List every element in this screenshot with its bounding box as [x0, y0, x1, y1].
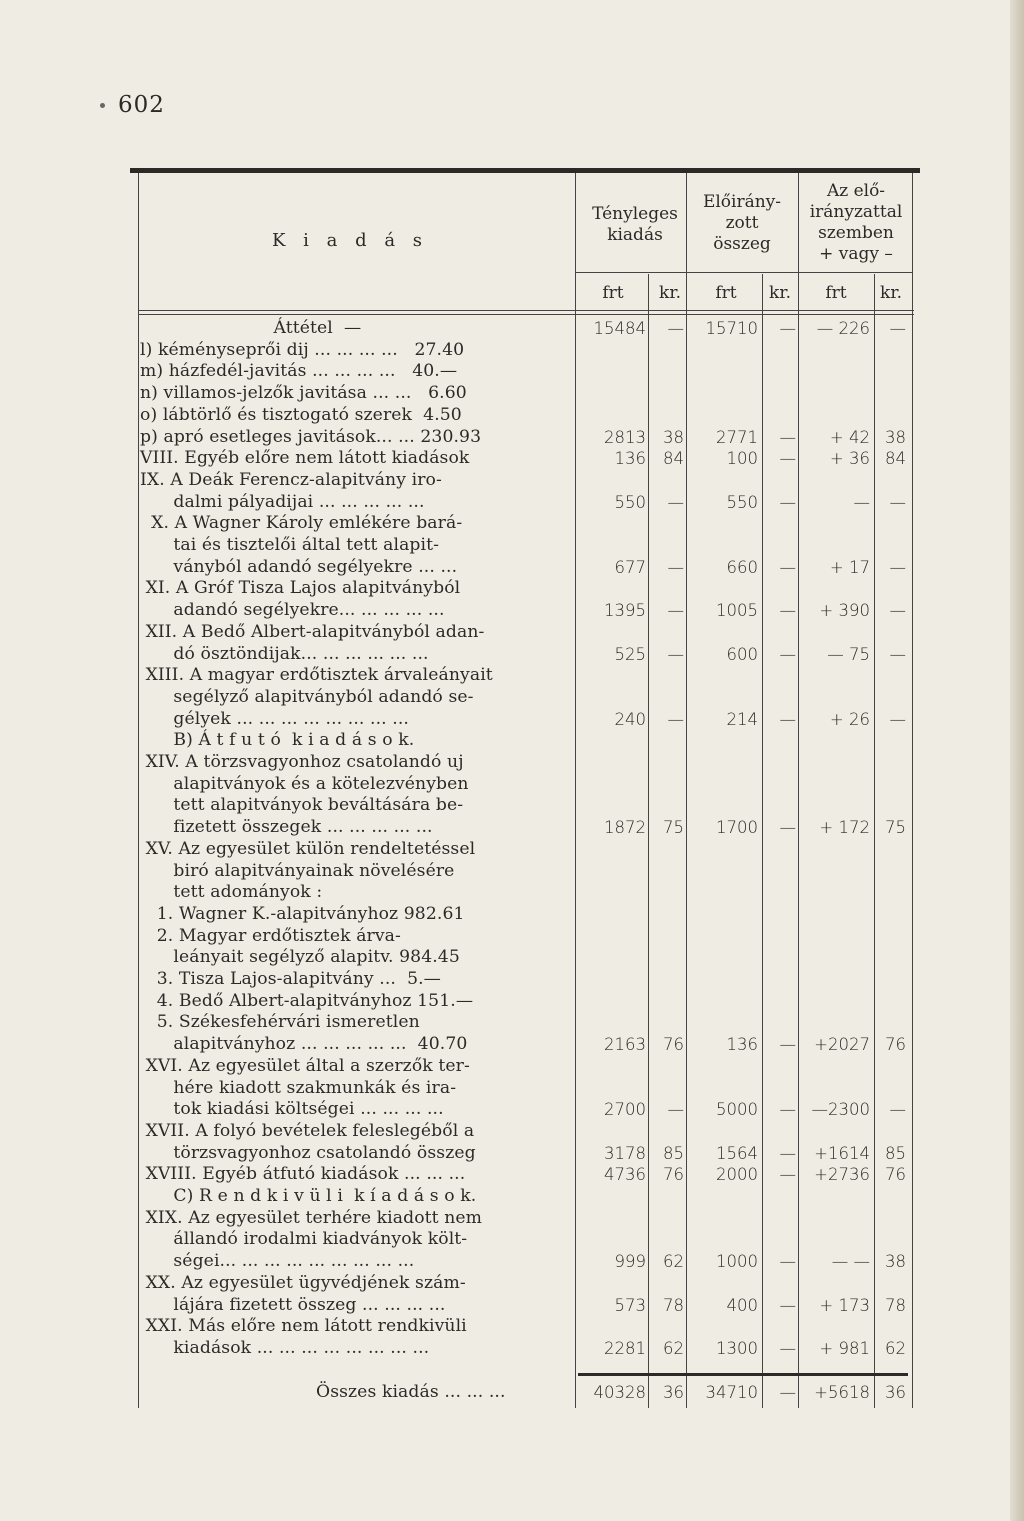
row-value-c4: —: [779, 1295, 796, 1315]
row-value-c1: 2281: [604, 1338, 646, 1358]
row-value-c6: —: [889, 492, 906, 512]
unit-frt: frt: [602, 283, 624, 303]
row-description: hére kiadott szakmunkák és ira-: [140, 1077, 457, 1098]
row-description: 3. Tisza Lajos-alapitvány ... 5.—: [140, 969, 441, 989]
row-value-c5: + 172: [819, 818, 870, 838]
row-description: tok kiadási költségei ... ... ... ...: [140, 1099, 444, 1120]
row-value-c3: 2000: [716, 1165, 758, 1185]
row-value-c3: 1564: [716, 1143, 758, 1163]
unit-kr: kr.: [659, 283, 681, 303]
row-value-c5: + 173: [819, 1295, 870, 1315]
row-value-c6: 85: [885, 1143, 906, 1163]
header-actual-line: Tényleges: [592, 204, 678, 224]
row-value-c3: 2771: [716, 427, 758, 447]
row-value-c3: 1005: [716, 601, 758, 621]
row-description: XXI. Más előre nem látott rendkivüli: [140, 1316, 467, 1337]
row-description: alapitványhoz ... ... ... ... ... 40.70: [140, 1034, 468, 1055]
row-description: gélyek ... ... ... ... ... ... ... ...: [140, 708, 409, 729]
row-value-c2: —: [667, 644, 684, 664]
row-value-c1: 136: [614, 449, 646, 469]
row-value-c2: 75: [663, 818, 684, 838]
row-description: XVII. A folyó bevételek feleslegéből a: [140, 1120, 475, 1141]
table-top-rule: [130, 168, 920, 173]
row-description: 1. Wagner K.-alapitványhoz 982.61: [140, 903, 465, 924]
header-budget-line: Előirány-: [702, 192, 782, 212]
total-rule: [578, 1373, 908, 1376]
row-value-c5: + 17: [829, 557, 870, 577]
row-description: XX. Az egyesület ügyvédjének szám-: [140, 1272, 466, 1293]
row-description: ványból adandó segélyekre ... ...: [140, 556, 458, 577]
row-value-c6: —: [889, 601, 906, 621]
unit-frt: frt: [715, 283, 737, 303]
row-value-c3: 5000: [716, 1100, 758, 1120]
row-value-c6: —: [889, 644, 906, 664]
header-diff: [800, 181, 912, 265]
row-value-c2: 78: [663, 1295, 684, 1315]
row-value-c1: 2813: [604, 427, 646, 447]
row-value-c6: 75: [885, 818, 906, 838]
header-actual-line: kiadás: [607, 225, 663, 245]
row-value-c1: 240: [614, 709, 646, 729]
row-description: XIX. Az egyesület terhére kiadott nem: [140, 1207, 483, 1228]
header-budget-line: zott: [725, 213, 759, 233]
row-value-c3: 1700: [716, 818, 758, 838]
unit-frt: frt: [825, 283, 847, 303]
row-value-c4: —: [779, 319, 796, 338]
row-value-c4: —: [779, 818, 796, 838]
row-value-c6: 38: [885, 1252, 906, 1272]
row-value-c3: 15710: [705, 319, 758, 338]
row-description: alapitványok és a kötelezvényben: [140, 773, 469, 794]
row-description: tett adományok :: [140, 882, 323, 903]
row-value-c4: —: [779, 644, 796, 664]
row-description: segélyző alapitványból adandó se-: [140, 686, 474, 707]
row-value-c2: 85: [663, 1143, 684, 1163]
row-value-c1: 677: [614, 557, 646, 577]
header-diff-line: + vagy –: [819, 244, 893, 264]
total-value-c4: —: [779, 1383, 796, 1402]
row-value-c1: 1872: [604, 818, 646, 838]
row-value-c2: 38: [663, 427, 684, 447]
row-description: VIII. Egyéb előre nem látott kiadások: [140, 448, 470, 469]
row-description: ségei... ... ... ... ... ... ... ... ...: [140, 1251, 415, 1272]
row-value-c3: 400: [726, 1295, 758, 1315]
row-value-c4: —: [779, 1100, 796, 1120]
row-description: XII. A Bedő Albert-alapitványból adan-: [140, 621, 485, 642]
row-value-c3: 660: [726, 557, 758, 577]
row-value-c5: +2736: [814, 1165, 870, 1185]
row-value-c4: —: [779, 1035, 796, 1055]
row-description: XIV. A törzsvagyonhoz csatolandó uj: [140, 752, 464, 772]
row-value-c4: —: [779, 492, 796, 512]
row-value-c6: 78: [885, 1295, 906, 1315]
row-value-c6: 84: [885, 449, 906, 469]
row-description: adandó segélyekre... ... ... ... ...: [140, 600, 445, 621]
row-value-c4: —: [779, 1165, 796, 1185]
row-value-c5: —: [853, 492, 870, 512]
row-description: l) kéményseprői dij ... ... ... ... 27.40: [140, 339, 465, 360]
row-value-c3: 550: [726, 492, 758, 512]
row-value-c3: 1000: [716, 1252, 758, 1272]
row-description: 2. Magyar erdőtisztek árva-: [140, 925, 401, 946]
row-description: törzsvagyonhoz csatolandó összeg: [140, 1142, 476, 1163]
total-value-c6: 36: [885, 1383, 906, 1402]
col-divider: [648, 274, 649, 1408]
row-value-c5: + 36: [829, 449, 870, 469]
row-value-c5: + 26: [829, 709, 870, 729]
page-number: 602: [118, 92, 165, 118]
header-diff-line: szemben: [818, 223, 894, 243]
header-budget: [692, 192, 792, 255]
row-value-c1: 3178: [604, 1143, 646, 1163]
row-description: fizetett összegek ... ... ... ... ...: [140, 817, 433, 838]
row-value-c6: 76: [885, 1035, 906, 1055]
header-diff-line: Az elő-: [826, 181, 886, 201]
row-value-c5: + 981: [819, 1338, 870, 1358]
row-value-c5: — —: [831, 1252, 870, 1272]
row-description: lájára fizetett összeg ... ... ... ...: [140, 1294, 446, 1315]
row-value-c6: 76: [885, 1165, 906, 1185]
row-description: n) villamos-jelzők javitása ... ... 6.60: [140, 383, 467, 404]
col-divider: [575, 173, 576, 1408]
row-value-c2: —: [667, 1100, 684, 1120]
page-spine-shadow: [1010, 0, 1024, 1521]
row-description: Áttétel —: [140, 318, 362, 338]
row-value-c2: —: [667, 557, 684, 577]
row-value-c4: —: [779, 709, 796, 729]
row-value-c6: —: [889, 1100, 906, 1120]
row-value-c2: —: [667, 492, 684, 512]
row-description: tai és tisztelői által tett alapit-: [140, 535, 440, 555]
row-value-c2: 62: [663, 1252, 684, 1272]
row-value-c2: —: [667, 601, 684, 621]
row-description: kiadások ... ... ... ... ... ... ... ...: [140, 1337, 430, 1358]
row-value-c2: —: [667, 709, 684, 729]
unit-kr: kr.: [880, 283, 902, 303]
col-divider: [138, 173, 139, 1408]
row-value-c1: 573: [614, 1295, 646, 1315]
row-description: B) Á t f u t ó k i a d á s o k.: [140, 730, 415, 751]
header-budget-line: összeg: [713, 234, 771, 254]
row-value-c2: 76: [663, 1165, 684, 1185]
row-value-c4: —: [779, 1143, 796, 1163]
row-value-c1: 999: [614, 1252, 646, 1272]
row-value-c4: —: [779, 427, 796, 447]
col-divider: [686, 173, 687, 1408]
row-value-c4: —: [779, 1338, 796, 1358]
row-value-c4: —: [779, 449, 796, 469]
row-value-c6: 38: [885, 427, 906, 447]
row-description: o) lábtörlő és tisztogató szerek 4.50: [140, 404, 462, 425]
row-value-c2: —: [667, 319, 684, 338]
row-value-c2: 62: [663, 1338, 684, 1358]
row-value-c1: 525: [614, 644, 646, 664]
row-value-c5: +2027: [814, 1035, 870, 1055]
row-description: m) házfedél-javitás ... ... ... ... 40.—: [140, 361, 458, 382]
row-value-c5: — 75: [827, 644, 870, 664]
col-divider: [798, 173, 799, 1408]
row-value-c2: 76: [663, 1035, 684, 1055]
row-value-c5: —2300: [811, 1100, 870, 1120]
row-value-c2: 84: [663, 449, 684, 469]
row-description: p) apró esetleges javitások... ... 230.93: [140, 426, 482, 447]
margin-dot: [100, 103, 105, 108]
row-value-c4: —: [779, 1252, 796, 1272]
row-description: X. A Wagner Károly emlékére bará-: [140, 513, 463, 534]
row-value-c6: 62: [885, 1338, 906, 1358]
row-description: XI. A Gróf Tisza Lajos alapitványból: [140, 578, 461, 599]
row-description: IX. A Deák Ferencz-alapitvány iro-: [140, 469, 442, 490]
row-description: XIII. A magyar erdőtisztek árvaleányait: [140, 665, 493, 686]
row-value-c1: 4736: [604, 1165, 646, 1185]
row-value-c3: 100: [726, 449, 758, 469]
total-value-c5: +5618: [814, 1383, 870, 1402]
row-value-c5: + 390: [819, 601, 870, 621]
header-actual: [585, 204, 685, 246]
header-diff-line: irányzattal: [809, 202, 903, 222]
row-description: állandó irodalmi kiadványok költ-: [140, 1229, 468, 1250]
row-description: dalmi pályadijai ... ... ... ... ...: [140, 491, 425, 512]
row-description: XVI. Az egyesület által a szerzők ter-: [140, 1055, 470, 1076]
row-value-c6: —: [889, 709, 906, 729]
row-value-c5: + 42: [829, 427, 870, 447]
row-description: tett alapitványok beváltására be-: [140, 795, 464, 816]
row-value-c1: 550: [614, 492, 646, 512]
total-value-c2: 36: [663, 1383, 684, 1402]
row-value-c6: —: [889, 319, 906, 338]
row-description: C) R e n d k i v ü l i k í a d á s o k.: [140, 1186, 477, 1206]
header-kiadas: K i a d á s: [271, 230, 429, 251]
row-value-c3: 600: [726, 644, 758, 664]
row-value-c4: —: [779, 601, 796, 621]
row-value-c1: 2700: [604, 1100, 646, 1120]
row-value-c1: 15484: [593, 319, 646, 338]
total-value-c3: 34710: [705, 1383, 758, 1402]
row-value-c1: 2163: [604, 1035, 646, 1055]
row-value-c6: —: [889, 557, 906, 577]
col-divider: [762, 274, 763, 1408]
row-description: XV. Az egyesület külön rendeltetéssel: [140, 838, 476, 859]
row-description: 4. Bedő Albert-alapitványhoz 151.—: [140, 990, 474, 1011]
row-value-c5: +1614: [814, 1143, 870, 1163]
row-description: XVIII. Egyéb átfutó kiadások ... ... ...: [140, 1164, 466, 1185]
row-description: leányait segélyző alapitv. 984.45: [140, 947, 460, 968]
col-divider: [912, 173, 913, 1408]
unit-kr: kr.: [769, 283, 791, 303]
row-value-c3: 214: [726, 709, 758, 729]
row-description: 5. Székesfehérvári ismeretlen: [140, 1012, 420, 1033]
row-description: biró alapitványainak növelésére: [140, 860, 455, 881]
row-value-c3: 1300: [716, 1338, 758, 1358]
total-label: Összes kiadás ... ... ...: [316, 1382, 506, 1402]
row-value-c3: 136: [726, 1035, 758, 1055]
col-divider: [874, 274, 875, 1408]
row-value-c5: — 226: [816, 319, 870, 338]
row-description: dó ösztöndijak... ... ... ... ... ...: [140, 643, 429, 664]
header-sub-rule: [576, 272, 912, 273]
total-value-c1: 40328: [593, 1383, 646, 1402]
row-value-c1: 1395: [604, 601, 646, 621]
row-value-c4: —: [779, 557, 796, 577]
